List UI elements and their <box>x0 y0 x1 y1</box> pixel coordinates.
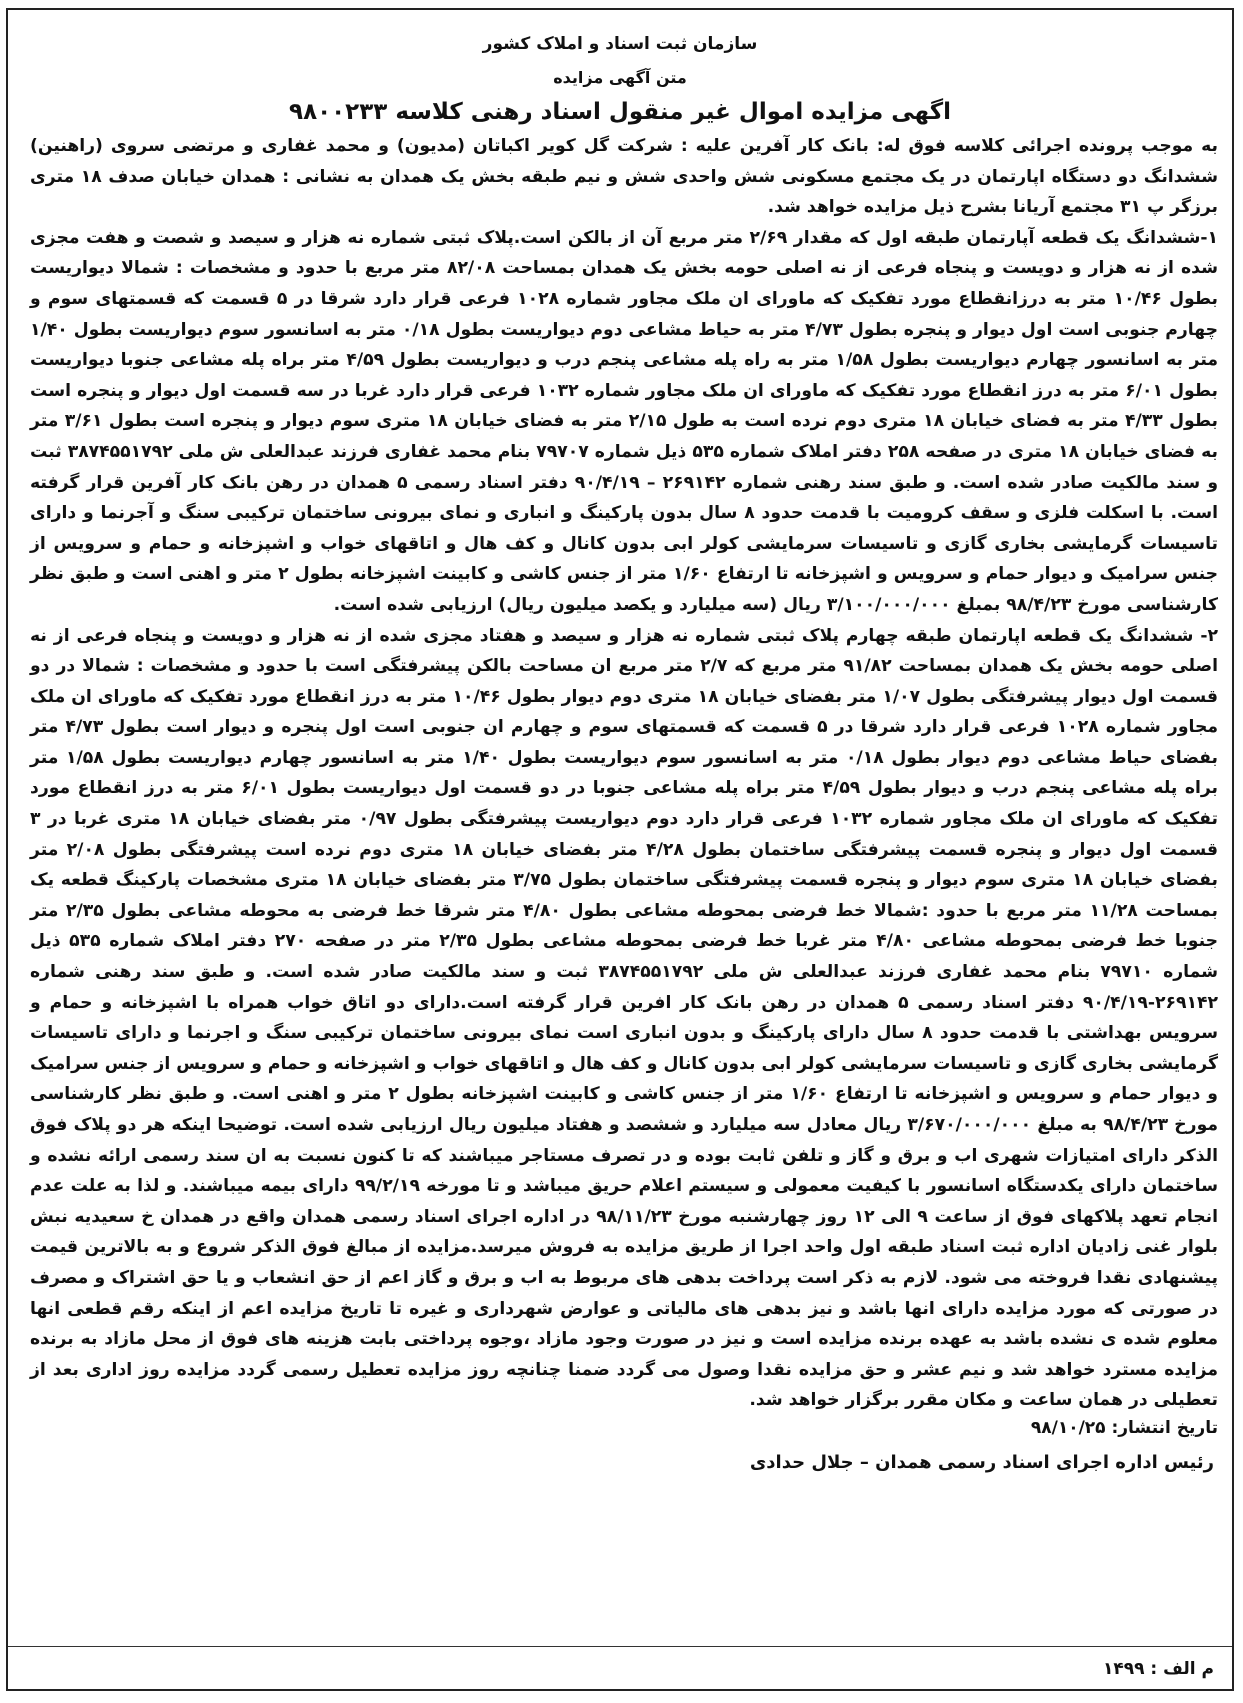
notice-sheet <box>6 8 1234 1691</box>
organization-name: سازمان ثبت اسناد و املاک کشور <box>482 34 758 54</box>
property-1-paragraph: ۱-ششدانگ یک قطعه آپارتمان طبقه اول که مقدار ۲/۶۹ متر مربع آن از بالکن است.پلاک ثبتی شماره نه هزار و سیصد و شصت و هفت مجزی شده از نه هزار و دویست و پنجاه فرعی از نه اصلی حومه بخش یک همدان بمساحت ۸۲/۰۸ متر مربع با حدود و مشخصات : شمالا دیواریست بطول ۱۰/۴۶ متر به درزانقطاع مورد تفکیک که ماورای ان ملک مجاور شماره ۱۰۲۸ فرعی قرار دارد شرقا در ۵ قسمت که قسمتهای سوم و چهارم جنوبی است اول دیوار و پنجره بطول ۴/۷۳ متر به حیاط مشاعی دوم دیواریست بطول ۰/۱۸ متر به اسانسور سوم دیواریست بطول ۱/۴۰ متر به اسانسور چهارم دیواریست بطول ۱/۵۸ متر به راه پله مشاعی پنجم درب و دیواریست بطول ۴/۵۹ متر براه پله مشاعی جنوبا دیواریست بطول ۶/۰۱ متر به درز انقطاع مورد تفکیک که ماورای ان ملک مجاور شماره ۱۰۳۲ فرعی قرار دارد غربا در سه قسمت اول دیوار و پنجره است بطول ۴/۳۳ متر به فضای خیابان ۱۸ متری دوم نرده است به طول ۲/۱۵ متر به فضای خیابان ۱۸ متری سوم دیوار و پنجره است بطول ۳/۶۱ متر به فضای خیابان ۱۸ متری در صفحه ۲۵۸ دفتر املاک شماره ۵۳۵ ذیل شماره ۷۹۷۰۷ بنام محمد غفاری فرزند عبدالعلی ش ملی ۳۸۷۴۵۵۱۷۹۲ ثبت و سند مالکیت صادر شده است. و طبق سند رهنی شماره ۲۶۹۱۴۲ – ۹۰/۴/۱۹ دفتر اسناد رسمی ۵ همدان در رهن بانک کار آفرین قرار گرفته است. با اسکلت فلزی و سقف کرومیت با قدمت حدود ۸ سال بدون پارکینگ و انباری و نمای بیرونی ساختمان ترکیبی سنگ و آجرنما و دارای تاسیسات گرمایشی بخاری گازی و تاسیسات سرمایشی کولر ابی بدون کانال و کف هال و اتاقهای خواب و اشپزخانه و حمام و سرویس از جنس سرامیک و دیوار حمام و سرویس و اشپزخانه تا ارتفاع ۱/۶۰ متر از جنس کاشی و کابینت اشپزخانه بطول ۲ متر و اهنی است و طبق نظر کارشناسی مورخ ۹۸/۴/۲۳ بمبلغ ۳/۱۰۰/۰۰۰/۰۰۰ ریال (سه میلیارد و یکصد میلیون ریال) ارزیابی شده است. <box>30 227 1219 615</box>
notice-subheading: متن آگهی مزایده <box>553 68 687 87</box>
signature-line: رئیس اداره اجرای اسناد رسمی همدان – جلال حدادی <box>749 1451 1214 1473</box>
footer-divider <box>8 1646 1232 1647</box>
intro-paragraph: به موجب پرونده اجرائی کلاسه فوق له: بانک کار آفرین علیه : شرکت گل کویر اکباتان (مدیون) و محمد غفاری و مرتضی سروی (راهنین) ششدانگ دو دستگاه اپارتمان در یک مجتمع مسکونی شش واحدی شش و نیم طبقه بخش یک همدان به نشانی : همدان خیابان صدف ۱۸ متری برزگر پ ۳۱ مجتمع آریانا بشرح ذیل مزایده خواهد شد. <box>30 136 1218 218</box>
notice-header <box>8 34 1232 125</box>
notice-code: م الف : ۱۴۹۹ <box>1103 1659 1214 1679</box>
publication-date: تاریخ انتشار: ۹۸/۱۰/۲۵ <box>1030 1417 1218 1438</box>
notice-body <box>8 125 1232 1416</box>
notice-title: اگهی مزایده اموال غیر منقول اسناد رهنی کلاسه ۹۸۰۰۲۳۳ <box>289 99 951 125</box>
property-2-paragraph: ۲- ششدانگ یک قطعه اپارتمان طبقه چهارم پلاک ثبتی شماره نه هزار و سیصد و هفتاد مجزی شده از نه هزار و دویست و پنجاه فرعی از نه اصلی حومه بخش یک همدان بمساحت ۹۱/۸۲ متر مربع که ۲/۷ متر مربع ان مساحت بالکن پیشرفتگی است با حدود و مشخصات : شمالا در دو قسمت اول دیوار پیشرفتگی بطول ۱/۰۷ متر بفضای خیابان ۱۸ متری دوم دیوار بطول ۱۰/۴۶ متر به درز انقطاع مورد تفکیک که ماورای ان ملک مجاور شماره ۱۰۲۸ فرعی قرار دارد شرقا در ۵ قسمت که قسمتهای سوم و چهارم ان جنوبی است اول پنجره و دیوار است بطول ۴/۷۳ متر بفضای حیاط مشاعی دوم دیوار بطول ۰/۱۸ متر به اسانسور سوم دیواریست بطول ۱/۴۰ متر به اسانسور چهارم دیواریست بطول ۱/۵۸ متر براه پله مشاعی پنجم درب و دیوار بطول ۴/۵۹ متر براه پله مشاعی جنوبا در دو قسمت اول دیواریست بطول ۶/۰۱ متر به درز انقطاع مورد تفکیک که ماورای ان ملک مجاور شماره ۱۰۳۲ فرعی قرار دارد دوم دیواریست پیشرفتگی بطول ۰/۹۷ متر بفضای خیابان ۱۸ متری غربا در ۳ قسمت اول دیوار و پنجره قسمت پیشرفتگی ساختمان بطول ۴/۲۸ متر بفضای خیابان ۱۸ متری دوم نرده است پیشرفتگی بطول ۲/۰۸ متر بفضای خیابان ۱۸ متری سوم دیوار و پنجره قسمت پیشرفتگی ساختمان بطول ۳/۷۵ متر بفضای خیابان ۱۸ متری مشخصات پارکینگ قطعه یک بمساحت ۱۱/۲۸ متر مربع با حدود :شمالا خط فرضی بمحوطه مشاعی بطول ۴/۸۰ متر شرقا خط فرضی به محوطه مشاعی بطول ۲/۳۵ متر جنوبا خط فرضی بمحوطه مشاعی ۴/۸۰ متر غربا خط فرضی بمحوطه مشاعی بطول ۲/۳۵ متر در صفحه ۲۷۰ دفتر املاک شماره ۵۳۵ ذیل شماره ۷۹۷۱۰ بنام محمد غفاری فرزند عبدالعلی ش ملی ۳۸۷۴۵۵۱۷۹۲ ثبت و سند مالکیت صادر شده است. و طبق سند رهنی شماره ۲۶۹۱۴۲-۹۰/۴/۱۹ دفتر اسناد رسمی ۵ همدان در رهن بانک کار افرین قرار گرفته است.دارای دو اتاق خواب همراه با اشپزخانه و حمام و سرویس بهداشتی با قدمت حدود ۸ سال دارای پارکینگ و بدون انباری است نمای بیرونی ساختمان ترکیبی سنگ و اجرنما و دارای تاسیسات گرمایشی بخاری گازی و تاسیسات سرمایشی کولر ابی بدون کانال و کف هال و اتاقهای خواب و اشپزخانه و حمام و سرویس از جنس سرامیک و دیوار حمام و سرویس و اشپزخانه تا ارتفاع ۱/۶۰ متر از جنس کاشی و کابینت اشپزخانه بطول ۲ متر و اهنی است. و طبق نظر کارشناسی مورخ ۹۸/۴/۲۳ به مبلغ ۳/۶۷۰/۰۰۰/۰۰۰ ریال معادل سه میلیارد و ششصد و هفتاد میلیون ریال ارزیابی شده است. توضیحا اینکه هر دو پلاک فوق الذکر دارای امتیازات شهری اب و برق و گاز و تلفن ثابت بوده و در تصرف مستاجر میباشند که تا کنون نسبت به ان سند رسمی ارائه نشده و ساختمان دارای یکدستگاه اسانسور با کیفیت معمولی و سیستم اعلام حریق میباشد و تا مورخه ۹۹/۲/۱۹ دارای بیمه میباشند. و لذا به علت عدم انجام تعهد پلاکهای فوق از ساعت ۹ الی ۱۲ روز چهارشنبه مورخ ۹۸/۱۱/۲۳ در اداره اجرای اسناد رسمی همدان واقع در همدان خ سعیدیه نبش بلوار غنی زادیان اداره ثبت اسناد طبقه اول واحد اجرا از طریق مزایده به فروش میرسد.مزایده از مبالغ فوق الذکر شروع و به بالاترین قیمت پیشنهادی نقدا فروخته می شود. لازم به ذکر است پرداخت بدهی های مربوط به اب و برق و گاز اعم از حق انشعاب و یا حق اشتراک و مصرف در صورتی که مورد مزایده دارای انها باشد و نیز بدهی های مالیاتی و عوارض شهرداری و غیره تا تاریخ مزایده اعم از اینکه رقم قطعی انها معلوم شده ی نشده باشد به عهده برنده مزایده است و نیز در صورت وجود مازاد ،وجوه پرداختی بابت هزینه های فوق از محل مازاد به برنده مزایده مسترد خواهد شد و نیم عشر و حق مزایده نقدا وصول می گردد ضمنا چنانچه روز مزایده تعطیل رسمی گردد مزایده روز اداری بعد از تعطیلی در همان ساعت و مکان مقرر برگزار خواهد شد. <box>30 625 1219 1411</box>
